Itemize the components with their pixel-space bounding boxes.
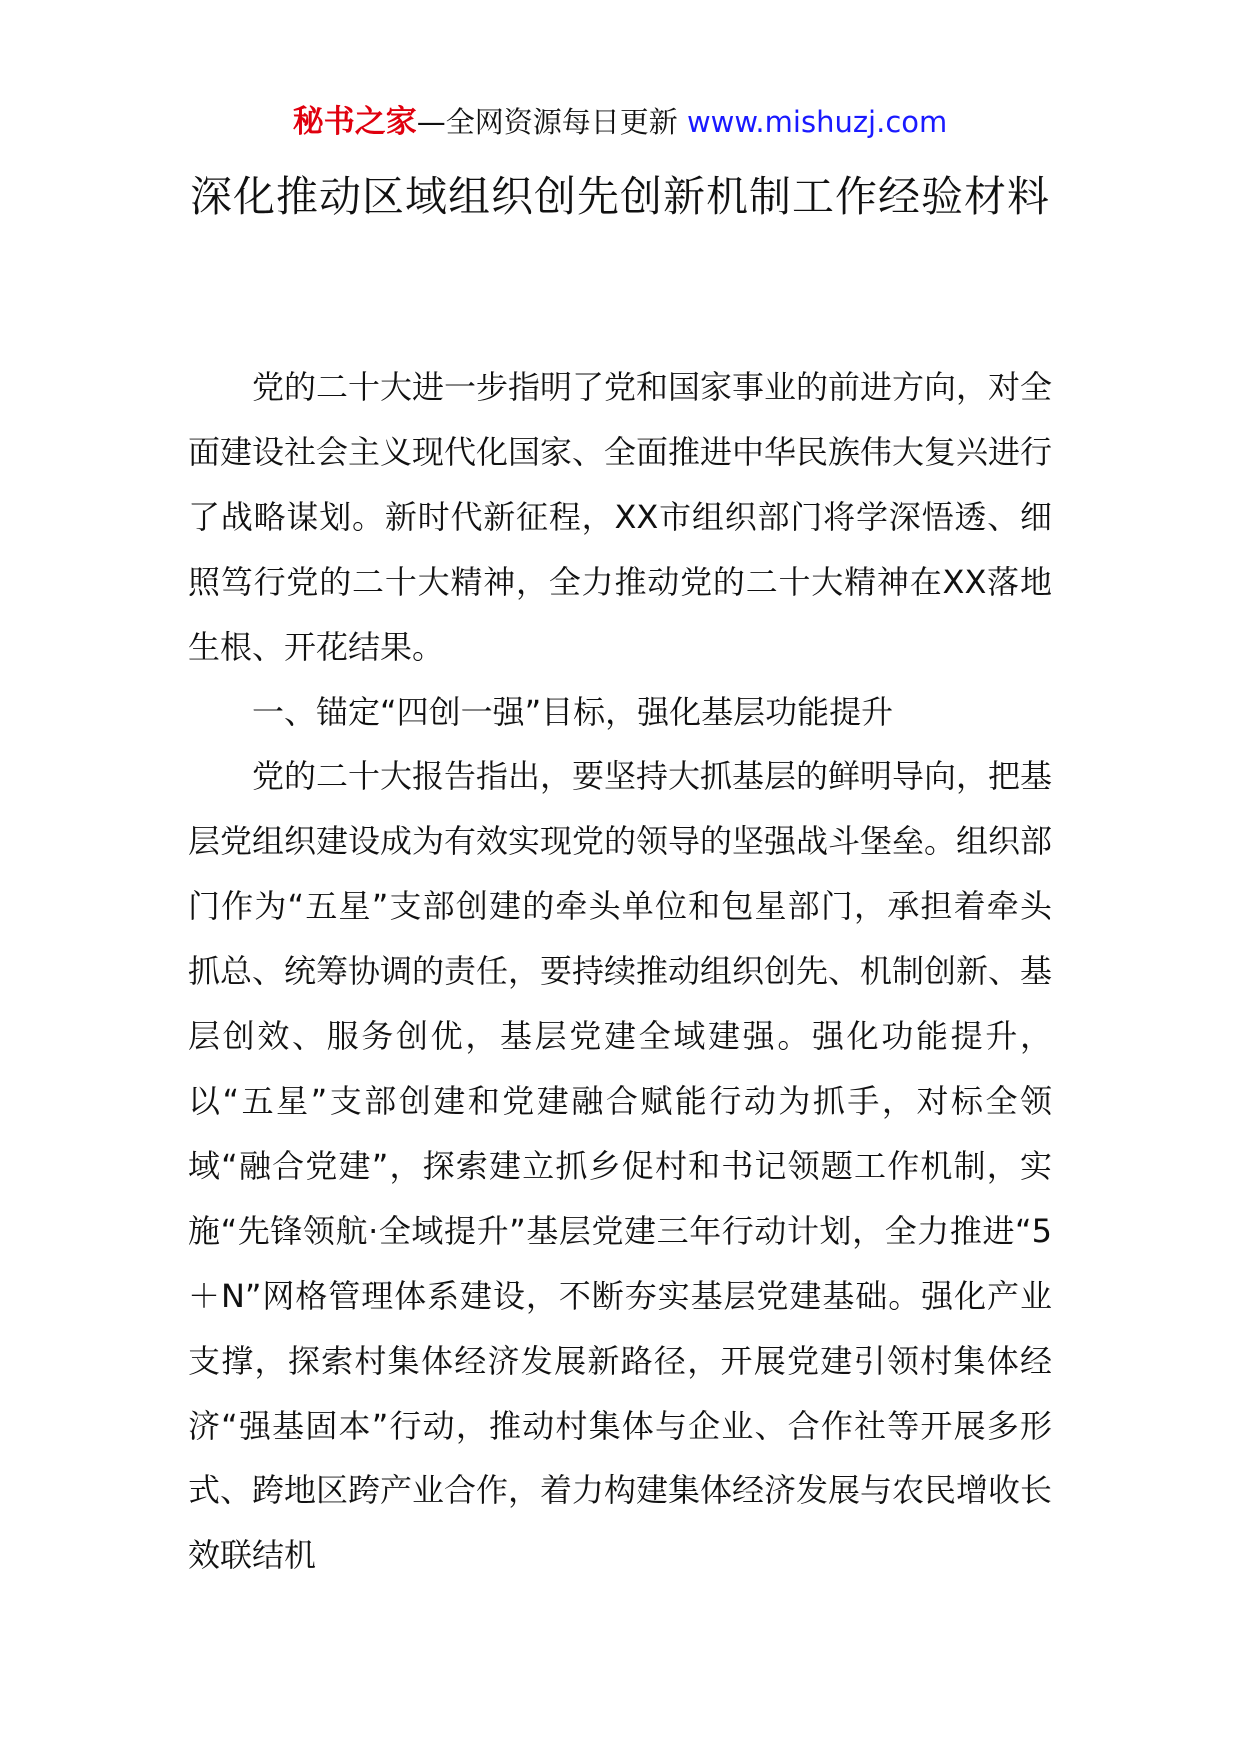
brand-name: 秘书之家 <box>292 104 417 140</box>
document-title: 深化推动区域组织创先创新机制工作经验材料 <box>189 172 1050 221</box>
watermark-header <box>0 100 1240 144</box>
section-heading-1: 一、锚定“四创一强”目标，强化基层功能提升 <box>252 692 894 731</box>
document-body <box>188 355 1052 1588</box>
header-url[interactable]: www.mishuzj.com <box>686 105 948 139</box>
paragraph-section-1: 党的二十大报告指出，要坚持大抓基层的鲜明导向，把基层党组织建设成为有效实现党的领导的坚强战斗堡垒。组织部门作为“五星”支部创建的牵头单位和包星部门，承担着牵头抓总、统筹协调的责任，要持续推动组织创先、机制创新、基层创效、服务创优，基层党建全域建强。强化功能提升，以“五星”支部创建和党建融合赋能行动为抓手，对标全领域“融合党建”，探索建立抓乡促村和书记领题工作机制，实施“先锋领航·全域提升”基层党建三年行动计划，全力推进“5＋N”网格管理体系建设，不断夯实基层党建基础。强化产业支撑，探索村集体经济发展新路径，开展党建引领村集体经济“强基固本”行动，推动村集体与企业、合作社等开展多形式、跨地区跨产业合作，着力构建集体经济发展与农民增收长效联结机 <box>188 757 1053 1575</box>
header-tagline: —全网资源每日更新 <box>416 105 687 139</box>
paragraph-intro: 党的二十大进一步指明了党和国家事业的前进方向，对全面建设社会主义现代化国家、全面推进中华民族伟大复兴进行了战略谋划。新时代新征程，XX市组织部门将学深悟透、细照笃行党的二十大精神，全力推动党的二十大精神在XX落地生根、开花结果。 <box>188 368 1053 666</box>
